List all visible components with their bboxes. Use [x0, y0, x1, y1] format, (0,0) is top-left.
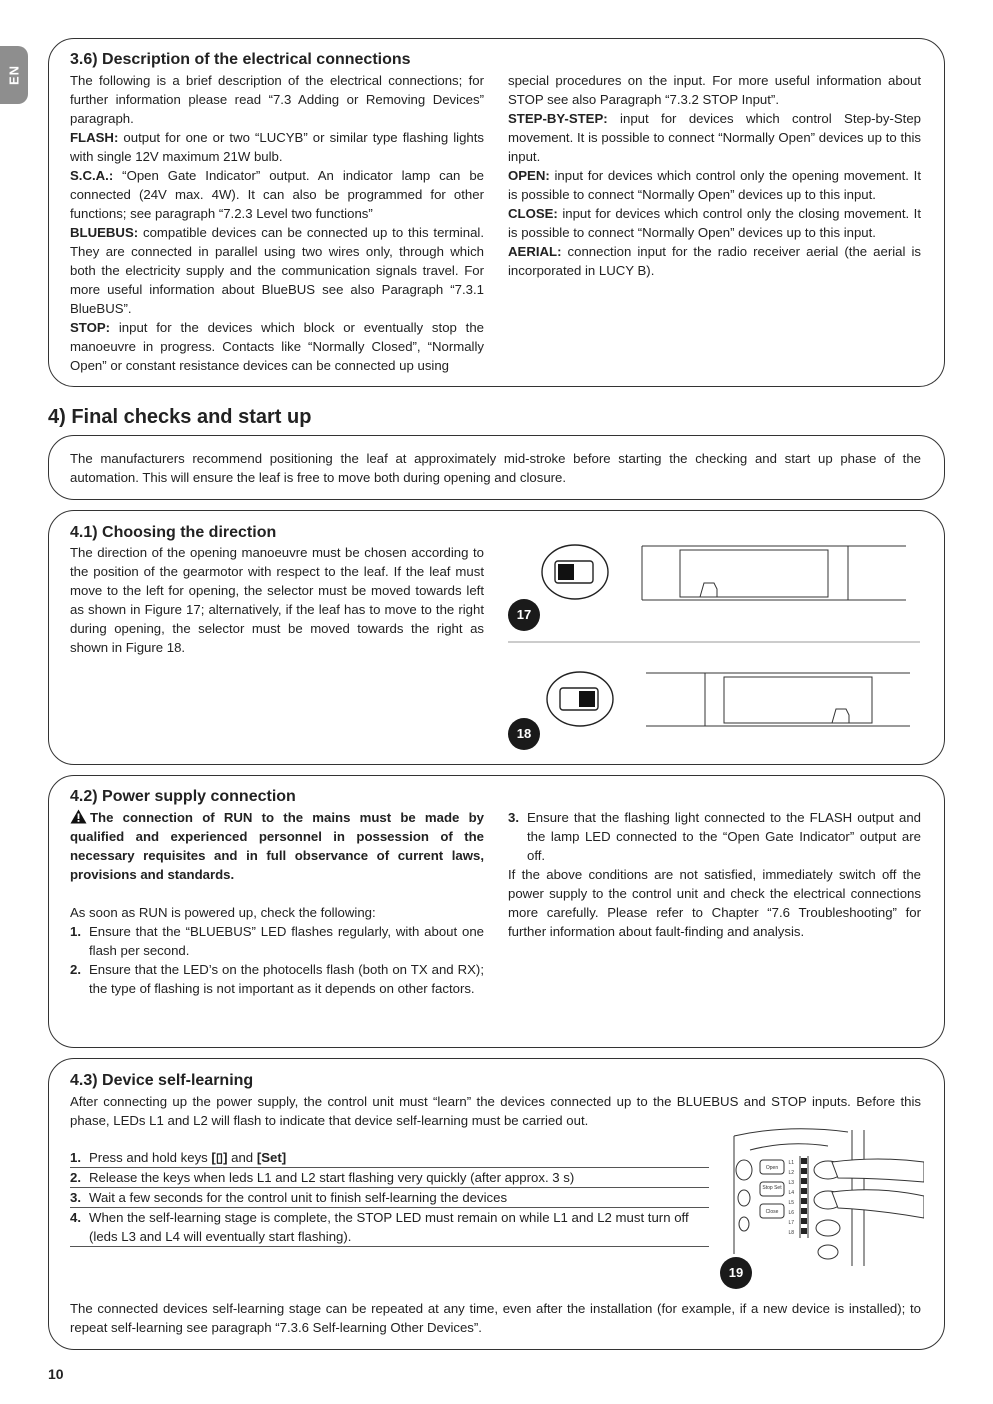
figure-18-badge: 18: [508, 718, 540, 750]
led-indicator: [801, 1178, 807, 1184]
connection-paragraph: S.C.A.: “Open Gate Indicator” output. An indicator lamp can be connected (24V max. 4W). It can also be programmed for other functions; see paragraph “7.2.3 Level two functions”: [70, 168, 484, 221]
section-4-3-title: 4.3) Device self-learning: [70, 1072, 254, 1089]
section-4-title: 4) Final checks and start up: [48, 406, 312, 428]
led-indicator: [801, 1158, 807, 1164]
connection-paragraph: OPEN: input for devices which control only the opening movement. It is possible to connect “Normally Open” devices up to this input.: [508, 168, 921, 202]
panel-key-stop-set: Stop Set: [762, 1185, 782, 1191]
list-item: 1. Ensure that the “BLUEBUS” LED flashes regularly, with about one flash per second.: [70, 924, 484, 958]
warning-icon: [70, 809, 87, 824]
connection-paragraph: STEP-BY-STEP: input for devices which control Step-by-Step movement. It is possible to connect “Normally Open” devices up to this input.: [508, 111, 921, 164]
figure-19-badge: 19: [720, 1257, 752, 1289]
power-check-after: If the above conditions are not satisfied, immediately switch off the power supply to the control unit and check the electrical connections more carefully. Please refer to Chapter “7.6 Troubleshooting” for further information about fault-finding and analysis.: [508, 867, 921, 939]
power-check-list-b: [508, 808, 921, 865]
figure-18-gearmotor: [646, 673, 910, 726]
connection-paragraph: AERIAL: connection input for the radio receiver aerial (the aerial is incorporated in LUCY B).: [508, 244, 921, 278]
figure-17-18-drawing: [500, 540, 930, 750]
led-label: L4: [788, 1190, 794, 1196]
connection-paragraph: The following is a brief description of the electrical connections; for further information please read “7.3 Adding or Removing Devices” paragraph.: [70, 73, 484, 126]
list-item: 3. Ensure that the flashing light connected to the FLASH output and the lamp LED connected to the “Open Gate Indicator” output are off.: [508, 810, 921, 863]
figure-17-gearmotor: [642, 546, 906, 600]
section-4-2-right-column: [508, 808, 921, 941]
section-4-1-title: 4.1) Choosing the direction: [70, 524, 277, 541]
led-indicator: [801, 1188, 807, 1194]
language-tab-label: EN: [6, 64, 22, 86]
language-tab: [0, 46, 28, 104]
led-indicator: [801, 1168, 807, 1174]
section-4-2-title: 4.2) Power supply connection: [70, 788, 296, 805]
section-4-3-footer: The connected devices self-learning stage can be repeated at any time, even after the installation (for example, if a new device is installed); to repeat self-learning see paragraph “7.3.6 Self-learning Other Devices”.: [70, 1301, 921, 1335]
connection-paragraph: STOP: input for the devices which block or eventually stop the manoeuvre in progress. Contacts like “Normally Closed”, “Normally Open” or constant resistance devices can be connected up using: [70, 320, 484, 373]
led-indicator: [801, 1198, 807, 1204]
led-label: L6: [788, 1210, 794, 1216]
warning-paragraph: [70, 808, 484, 884]
self-learning-steps: [70, 1148, 709, 1247]
panel-key-close: Close: [765, 1209, 779, 1215]
section-3-6-title: 3.6) Description of the electrical connections: [70, 51, 411, 68]
figure-19-drawing: [728, 1126, 924, 1268]
led-label: L8: [788, 1230, 794, 1236]
page-number: 10: [48, 1366, 64, 1382]
connection-paragraph: BLUEBUS: compatible devices can be connected up to this terminal. They are connected in parallel using two wires only, through which both the electricity supply and the communication signals travel. For more useful information about BlueBUS see also Paragraph “7.3.1 BlueBUS”.: [70, 225, 484, 316]
led-label: L7: [788, 1220, 794, 1226]
power-check-list-a: [70, 922, 484, 998]
section-3-6-left-column: [70, 71, 484, 375]
section-4-3-steps: [70, 1148, 709, 1247]
led-indicator: [801, 1208, 807, 1214]
connection-paragraph: CLOSE: input for devices which control only the closing movement. It is possible to connect “Normally Open” devices up to this input.: [508, 206, 921, 240]
list-item: 2. Release the keys when leds L1 and L2 start flashing very quickly (after approx. 3 s): [70, 1168, 709, 1188]
panel-key-open: Open: [765, 1165, 779, 1171]
list-item: 4. When the self-learning stage is complete, the STOP LED must remain on while L1 and L2 must turn off (leds L3 and L4 will eventually start flashing).: [70, 1208, 709, 1247]
led-label: L2: [788, 1170, 794, 1176]
warning-text: The connection of RUN to the mains must be made by qualified and experienced personnel in possession of the necessary requisites and in full observance of current laws, provisions and standards.: [70, 810, 484, 882]
led-label: L1: [788, 1160, 794, 1166]
section-4-intro-text: The manufacturers recommend positioning the leaf at approximately mid-stroke before starting the checking and start up phase of the automation. This will ensure the leaf is free to move both during opening and closure.: [70, 451, 921, 485]
connection-paragraph: special procedures on the input. For more useful information about STOP see also Paragraph “7.3.2 STOP Input”.: [508, 73, 921, 107]
list-item: 3. Wait a few seconds for the control unit to finish self-learning the devices: [70, 1188, 709, 1208]
led-label: L3: [788, 1180, 794, 1186]
led-column: [788, 1158, 807, 1236]
section-4-3-intro: After connecting up the power supply, the control unit must “learn” the devices connected up to the BLUEBUS and STOP inputs. Before this phase, LEDs L1 and L2 will flash to indicate that device self-learning must be carried out.: [70, 1094, 921, 1128]
list-item: 2. Ensure that the LED’s on the photocells flash (both on TX and RX); the type of flashing is not important as it depends on other factors.: [70, 962, 484, 996]
section-4-1-text: The direction of the opening manoeuvre must be chosen according to the position of the gearmotor with respect to the leaf. If the leaf must move to the left for opening, the selector must be moved towards left as shown in Figure 17; alternatively, if the leaf has to move to the right during opening, the selector must be moved towards the right as shown in Figure 18.: [70, 545, 484, 655]
figure-17-selector: [542, 545, 608, 599]
led-indicator: [801, 1228, 807, 1234]
figure-17-badge: 17: [508, 599, 540, 631]
led-label: L5: [788, 1200, 794, 1206]
section-3-6-right-column: [508, 71, 921, 280]
led-indicator: [801, 1218, 807, 1224]
figure-18-selector: [547, 672, 613, 726]
connection-paragraph: FLASH: output for one or two “LUCYB” or similar type flashing lights with single 12V maximum 21W bulb.: [70, 130, 484, 164]
list-item: 1. Press and hold keys [▯] and [Set]: [70, 1148, 709, 1168]
section-4-2-left-column: [70, 808, 484, 998]
finger-drawing: [814, 1159, 924, 1259]
power-check-intro: As soon as RUN is powered up, check the following:: [70, 905, 376, 920]
